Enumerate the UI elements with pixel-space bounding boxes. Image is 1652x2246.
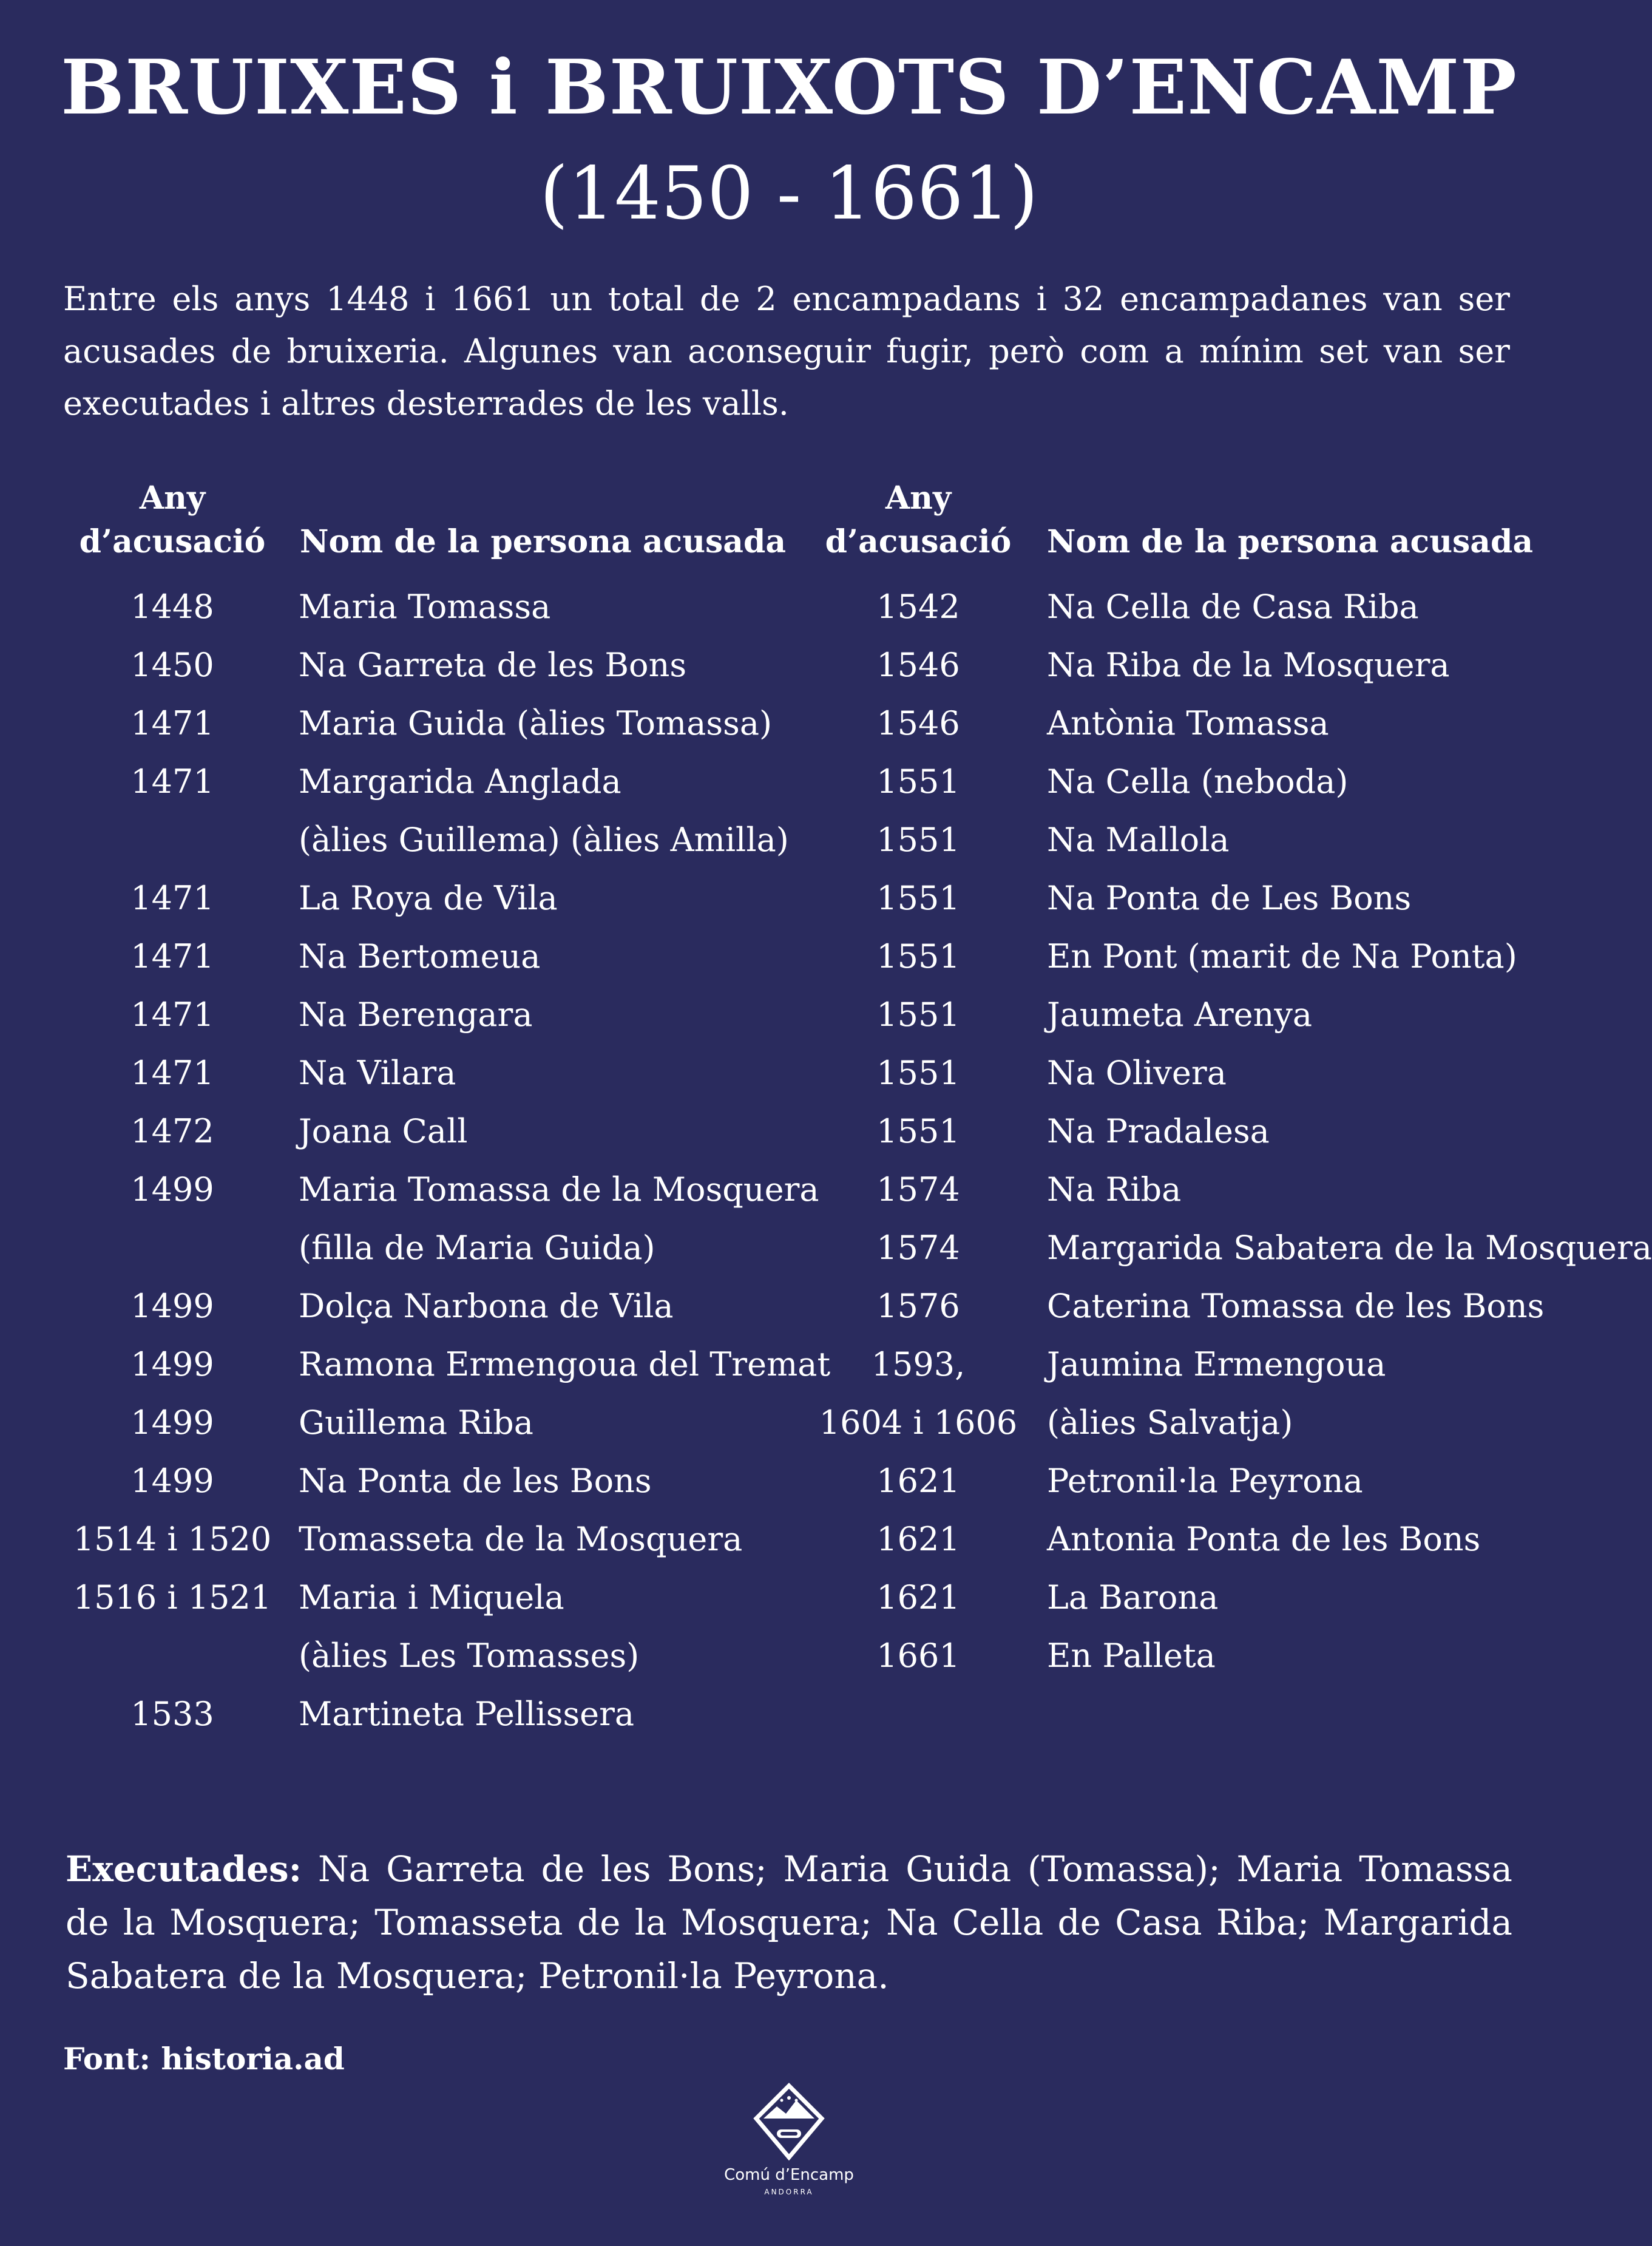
accused-name: Na Mallola — [1047, 821, 1230, 859]
accused-name: Jaumeta Arenya — [1047, 996, 1313, 1034]
accused-name: Jaumina Ermengoua — [1047, 1345, 1386, 1383]
accusation-year: 1621 — [876, 1462, 960, 1500]
logo-subtitle: ANDORRA — [764, 2188, 814, 2196]
year-header-line2: d’acusació — [825, 523, 1012, 560]
accusation-year: 1551 — [876, 762, 960, 801]
accused-name: Na Ponta de les Bons — [299, 1462, 652, 1500]
accusation-year: 1551 — [876, 821, 960, 859]
accusation-year: 1551 — [876, 1054, 960, 1092]
intro-paragraph: Entre els anys 1448 i 1661 un total de 2 encampadans i 32 encampadanes van ser acusades de bruixeria. Algunes van aconseguir fugir, però com a mínim set van ser executades i altres desterrades de les valls. — [63, 280, 1510, 422]
accusation-year: 1593, — [871, 1345, 966, 1383]
accusation-year: 1576 — [876, 1287, 960, 1325]
accusation-year: 1546 — [876, 704, 960, 742]
accusation-year: 1542 — [876, 588, 960, 626]
accused-name: Na Riba — [1047, 1170, 1182, 1209]
accused-name: Na Cella de Casa Riba — [1047, 588, 1419, 626]
accusation-year: 1516 i 1521 — [73, 1578, 272, 1617]
accused-name: Na Ponta de Les Bons — [1047, 879, 1412, 917]
accusation-year: 1472 — [130, 1112, 214, 1150]
accused-name: Na Bertomeua — [299, 937, 541, 975]
accused-name: (àlies Salvatja) — [1047, 1403, 1293, 1442]
accused-name: La Barona — [1047, 1578, 1219, 1617]
accused-name: Na Cella (neboda) — [1047, 762, 1349, 801]
accusation-year: 1574 — [876, 1170, 960, 1209]
accusation-year: 1621 — [876, 1578, 960, 1617]
accused-name: Na Riba de la Mosquera — [1047, 646, 1450, 684]
accusation-year: 1471 — [130, 879, 214, 917]
accusation-year: 1499 — [130, 1462, 214, 1500]
name-header: Nom de la persona acusada — [1047, 523, 1534, 560]
year-header — [63, 477, 282, 564]
accused-name: Na Vilara — [299, 1054, 456, 1092]
accusation-year: 1499 — [130, 1345, 214, 1383]
accusation-year: 1471 — [130, 937, 214, 975]
accused-name: Martineta Pellissera — [299, 1695, 635, 1733]
accusation-year: 1661 — [876, 1637, 960, 1675]
year-header-line1: Any — [885, 480, 952, 517]
accused-name: Ramona Ermengoua del Tremat — [299, 1345, 831, 1383]
accusation-year: 1604 i 1606 — [819, 1403, 1018, 1442]
accusation-year: 1499 — [130, 1403, 214, 1442]
accusation-year: 1533 — [130, 1695, 214, 1733]
accused-name: (àlies Guillema) (àlies Amilla) — [299, 821, 789, 859]
accused-name: Joana Call — [299, 1112, 468, 1150]
accused-name: En Pont (marit de Na Ponta) — [1047, 937, 1517, 975]
accusation-year: 1471 — [130, 762, 214, 801]
accusation-year: 1471 — [130, 1054, 214, 1092]
accused-name: Maria Tomassa de la Mosquera — [299, 1170, 819, 1209]
accused-name: Maria Guida (àlies Tomassa) — [299, 704, 773, 742]
accusation-year: 1551 — [876, 1112, 960, 1150]
executed-paragraph — [66, 1842, 1512, 2003]
accused-name: Na Pradalesa — [1047, 1112, 1270, 1150]
accusation-year: 1448 — [130, 588, 214, 626]
year-header-line1: Any — [139, 480, 206, 517]
accusation-year: 1546 — [876, 646, 960, 684]
accused-name: Antònia Tomassa — [1047, 704, 1329, 742]
accusation-year: 1574 — [876, 1229, 960, 1267]
accused-name: (filla de Maria Guida) — [299, 1229, 655, 1267]
accusation-year: 1471 — [130, 996, 214, 1034]
accused-name: Na Olivera — [1047, 1054, 1227, 1092]
accused-name: Maria Tomassa — [299, 588, 551, 626]
accused-name: (àlies Les Tomasses) — [299, 1637, 640, 1675]
accusation-year: 1499 — [130, 1170, 214, 1209]
source-credit: Font: historia.ad — [63, 2041, 345, 2077]
accused-name: Antonia Ponta de les Bons — [1047, 1520, 1481, 1558]
accusation-year: 1471 — [130, 704, 214, 742]
logo-name: Comú d’Encamp — [724, 2166, 854, 2184]
accused-name: Maria i Miquela — [299, 1578, 564, 1617]
accused-name: Guillema Riba — [299, 1403, 533, 1442]
accused-name: Caterina Tomassa de les Bons — [1047, 1287, 1545, 1325]
accused-name: Petronil·la Peyrona — [1047, 1462, 1363, 1500]
accusation-year: 1621 — [876, 1520, 960, 1558]
accusation-year: 1450 — [130, 646, 214, 684]
accused-name: Tomasseta de la Mosquera — [299, 1520, 743, 1558]
accused-name: Margarida Anglada — [299, 762, 621, 801]
year-header-line2: d’acusació — [79, 523, 266, 560]
page-subtitle: (1450 - 1661) — [540, 152, 1038, 236]
accusation-year: 1551 — [876, 996, 960, 1034]
comu-encamp-logo — [713, 2082, 865, 2240]
accused-name: Na Berengara — [299, 996, 533, 1034]
accusation-year: 1551 — [876, 879, 960, 917]
accusation-year: 1499 — [130, 1287, 214, 1325]
accusation-year: 1551 — [876, 937, 960, 975]
name-header: Nom de la persona acusada — [300, 523, 787, 560]
accused-name: Na Garreta de les Bons — [299, 646, 687, 684]
accusation-year: 1514 i 1520 — [73, 1520, 272, 1558]
executed-list: Na Garreta de les Bons; Maria Guida (Tomassa); Maria Tomassa de la Mosquera; Tomasseta de la Mosquera; Na Cella de Casa Riba; Margarida Sabatera de la Mosquera; Petronil·la Peyrona. — [66, 1848, 1512, 1997]
year-header — [809, 477, 1027, 564]
executed-label: Executades: — [66, 1848, 302, 1890]
accused-name: La Roya de Vila — [299, 879, 558, 917]
accused-name: En Palleta — [1047, 1637, 1216, 1675]
page-title: BRUIXES i BRUIXOTS D’ENCAMP — [61, 44, 1517, 132]
accused-name: Margarida Sabatera de la Mosquera — [1047, 1229, 1652, 1267]
shield-mountain-icon — [753, 2082, 825, 2161]
accused-name: Dolça Narbona de Vila — [299, 1287, 674, 1325]
